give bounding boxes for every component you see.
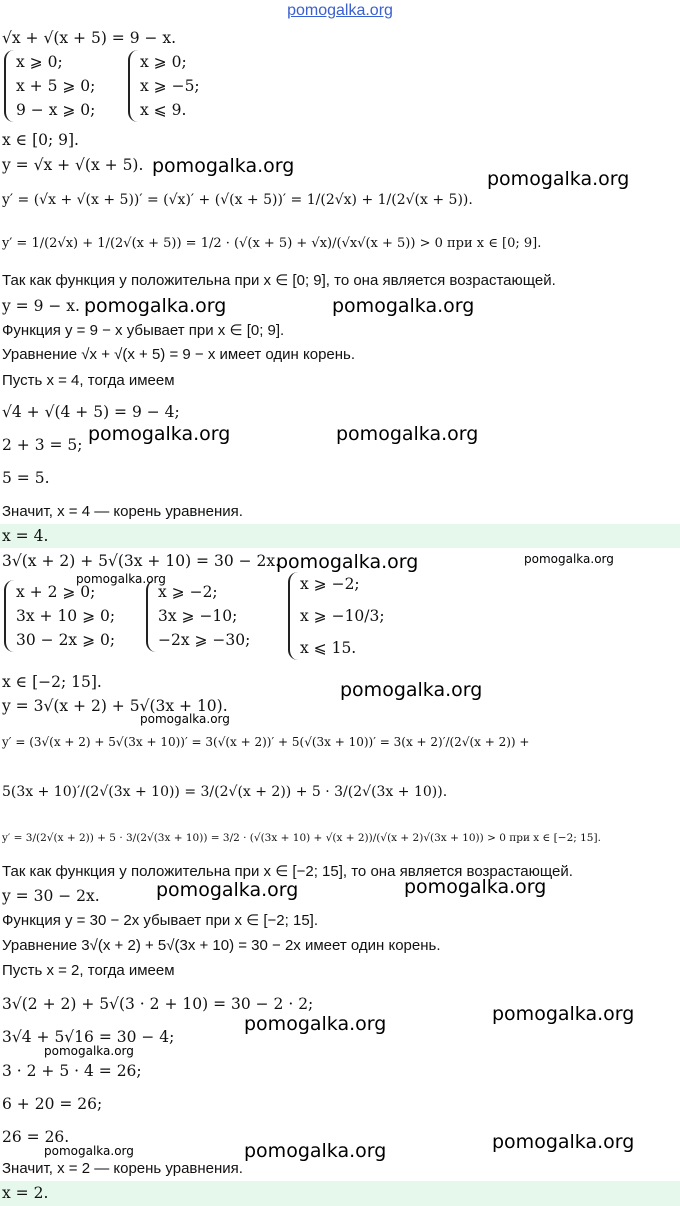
- function-1c: y = 9 − x.: [2, 297, 80, 315]
- watermark: pomogalka.org: [88, 423, 231, 445]
- system-line: x ⩽ 9.: [140, 101, 187, 119]
- watermark: pomogalka.org: [336, 423, 479, 445]
- text-line: Пусть x = 4, тогда имеем: [2, 372, 175, 389]
- watermark: pomogalka.org: [44, 1044, 134, 1058]
- text-line: Значит, x = 2 — корень уравнения.: [2, 1160, 243, 1177]
- domain-2: x ∈ [−2; 15].: [2, 673, 102, 691]
- text-line: Значит, x = 4 — корень уравнения.: [2, 503, 243, 520]
- system-line: x + 5 ⩾ 0;: [16, 77, 96, 95]
- system-line: 3x + 10 ⩾ 0;: [16, 607, 116, 625]
- check-line: 5 = 5.: [2, 469, 50, 487]
- system-2b: [146, 580, 250, 652]
- system-1b: [128, 50, 200, 122]
- system-line: x ⩽ 15.: [300, 639, 357, 657]
- watermark: pomogalka.org: [140, 712, 230, 726]
- derivative-2b: y′ = 3/(2√(x + 2)) + 5 · 3/(2√(3x + 10)) = 3/2 · (√(3x + 10) + √(x + 2))/(√(x + 2)√(3x + 10)) > 0 при x ∈ [−2; 15].: [2, 832, 601, 844]
- watermark: pomogalka.org: [340, 679, 483, 701]
- watermark: pomogalka.org: [156, 879, 299, 901]
- derivative-1: y′ = (√x + √(x + 5))′ = (√x)′ + (√(x + 5))′ = 1/(2√x) + 1/(2√(x + 5)).: [2, 192, 473, 208]
- watermark: pomogalka.org: [332, 295, 475, 317]
- text-line: Уравнение √x + √(x + 5) = 9 − x имеет один корень.: [2, 346, 356, 363]
- system-1a: [4, 50, 95, 122]
- check-line: √4 + √(4 + 5) = 9 − 4;: [2, 403, 180, 421]
- function-2: y = 3√(x + 2) + 5√(3x + 10).: [2, 697, 228, 715]
- text-line: Функция y = 30 − 2x убывает при x ∈ [−2; 15].: [2, 912, 318, 929]
- system-line: 9 − x ⩾ 0;: [16, 101, 96, 119]
- domain-1: x ∈ [0; 9].: [2, 131, 79, 149]
- system-2a: [4, 580, 115, 652]
- text-line: Пусть x = 2, тогда имеем: [2, 962, 175, 979]
- watermark: pomogalka.org: [76, 572, 166, 586]
- system-line: x ⩾ −2;: [300, 575, 360, 593]
- check-line: 26 = 26.: [2, 1128, 70, 1146]
- answer-highlight-2: [0, 1181, 680, 1206]
- watermark: pomogalka.org: [84, 295, 227, 317]
- text-line: Так как функция y положительна при x ∈ [−2; 15], то она является возрастающей.: [2, 863, 573, 880]
- watermark: pomogalka.org: [44, 1144, 134, 1158]
- system-line: x ⩾ −5;: [140, 77, 200, 95]
- watermark: pomogalka.org: [492, 1003, 635, 1025]
- system-line: x ⩾ 0;: [16, 53, 63, 71]
- system-line: −2x ⩾ −30;: [158, 631, 251, 649]
- watermark: pomogalka.org: [404, 876, 547, 898]
- watermark: pomogalka.org: [152, 155, 295, 177]
- derivative-2-cont: 5(3x + 10)′/(2√(3x + 10)) = 3/(2√(x + 2)) + 5 · 3/(2√(3x + 10)).: [2, 784, 448, 800]
- text-line: Так как функция y положительна при x ∈ [0; 9], то она является возрастающей.: [2, 272, 556, 289]
- derivative-2: y′ = (3√(x + 2) + 5√(3x + 10))′ = 3(√(x + 2))′ + 5(√(3x + 10))′ = 3(x + 2)′/(2√(x + 2)) +: [2, 735, 530, 749]
- watermark: pomogalka.org: [276, 551, 419, 573]
- system-line: 30 − 2x ⩾ 0;: [16, 631, 116, 649]
- answer-1: x = 4.: [2, 527, 49, 545]
- equation-2: 3√(x + 2) + 5√(3x + 10) = 30 − 2x.: [2, 552, 281, 570]
- check-line: 6 + 20 = 26;: [2, 1095, 103, 1113]
- system-line: x + 2 ⩾ 0;: [16, 583, 96, 601]
- system-line: x ⩾ −2;: [158, 583, 218, 601]
- watermark: pomogalka.org: [492, 1131, 635, 1153]
- function-1: y = √x + √(x + 5).: [2, 156, 144, 174]
- system-line: 3x ⩾ −10;: [158, 607, 238, 625]
- answer-highlight-1: [0, 524, 680, 548]
- answer-2: x = 2.: [2, 1184, 49, 1202]
- check-line: 3√4 + 5√16 = 30 − 4;: [2, 1028, 175, 1046]
- check-line: 2 + 3 = 5;: [2, 436, 83, 454]
- watermark: pomogalka.org: [487, 168, 630, 190]
- watermark: pomogalka.org: [244, 1140, 387, 1162]
- function-2c: y = 30 − 2x.: [2, 887, 100, 905]
- system-line: x ⩾ −10/3;: [300, 607, 385, 625]
- derivative-1b: y′ = 1/(2√x) + 1/(2√(x + 5)) = 1/2 · (√(x + 5) + √x)/(√x√(x + 5)) > 0 при x ∈ [0; 9].: [2, 236, 542, 251]
- text-line: Уравнение 3√(x + 2) + 5√(3x + 10) = 30 − 2x имеет один корень.: [2, 937, 441, 954]
- check-line: 3 · 2 + 5 · 4 = 26;: [2, 1062, 142, 1080]
- system-2c: [288, 572, 385, 660]
- system-line: x ⩾ 0;: [140, 53, 187, 71]
- site-header-link[interactable]: pomogalka.org: [287, 2, 393, 19]
- text-line: Функция y = 9 − x убывает при x ∈ [0; 9].: [2, 322, 285, 339]
- watermark: pomogalka.org: [524, 552, 614, 566]
- watermark: pomogalka.org: [244, 1013, 387, 1035]
- check-line: 3√(2 + 2) + 5√(3 · 2 + 10) = 30 − 2 · 2;: [2, 995, 314, 1013]
- equation-1: √x + √(x + 5) = 9 − x.: [2, 29, 177, 47]
